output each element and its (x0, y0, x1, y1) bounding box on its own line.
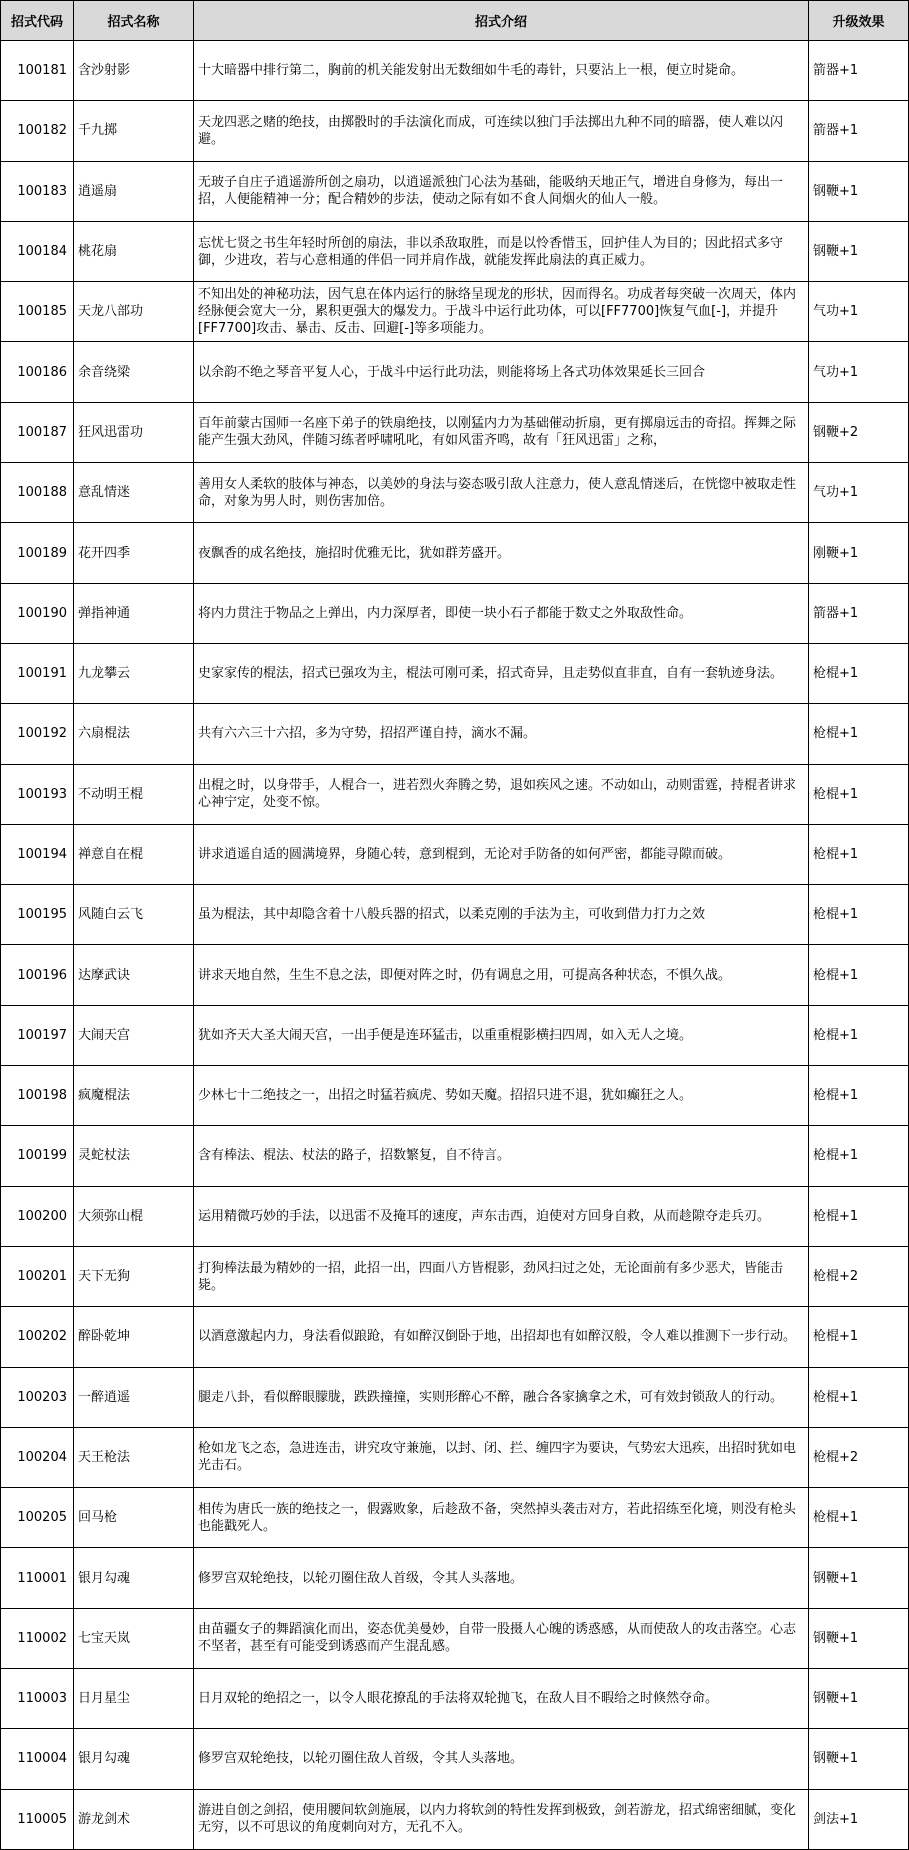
cell-desc: 枪如龙飞之态，急进连击，讲究攻守兼施，以封、闭、拦、缠四字为要诀，气势宏大迅疾，出招时犹如电光击石。 (194, 1427, 809, 1487)
cell-desc: 十大暗器中排行第二，胸前的机关能发射出无数细如牛毛的毒针，只要沾上一根，便立时毙命。 (194, 41, 809, 101)
table-row (1, 1186, 909, 1246)
cell-desc: 日月双轮的绝招之一，以令人眼花撩乱的手法将双轮抛飞，在敌人目不暇给之时倏然夺命。 (194, 1669, 809, 1729)
cell-code: 100185 (1, 282, 74, 342)
cell-code: 100200 (1, 1186, 74, 1246)
cell-desc: 无玻子自庄子逍遥游所创之扇功，以逍遥派独门心法为基础，能吸纳天地正气，增进自身修为，每出一招，人便能精神一分；配合精妙的步法，使动之际有如不食人间烟火的仙人一般。 (194, 161, 809, 221)
cell-code: 100188 (1, 463, 74, 523)
cell-effect: 枪棍+1 (809, 1066, 909, 1126)
cell-code: 100192 (1, 704, 74, 764)
table-row (1, 1367, 909, 1427)
table-row (1, 1005, 909, 1065)
cell-desc: 运用精微巧妙的手法，以迅雷不及掩耳的速度，声东击西，迫使对方回身自救，从而趁隙夺走兵刃。 (194, 1186, 809, 1246)
cell-effect: 剑法+1 (809, 1789, 909, 1849)
cell-desc: 天龙四恶之赌的绝技，由掷骰时的手法演化而成，可连续以独门手法掷出九种不同的暗器，使人难以闪避。 (194, 101, 809, 161)
cell-code: 100199 (1, 1126, 74, 1186)
cell-name: 大闹天宫 (74, 1005, 194, 1065)
cell-desc: 不知出处的神秘功法，因气息在体内运行的脉络呈现龙的形状，因而得名。功成者每突破一次周天，体内经脉便会宽大一分，累积更强大的爆发力。于战斗中运行此功体，可以[FF7700]恢复气血[-]，并提升[FF7700]攻击、暴击、反击、回避[-]等多项能力。 (194, 282, 809, 342)
table-row (1, 1548, 909, 1608)
cell-name: 九龙攀云 (74, 643, 194, 703)
table-row (1, 463, 909, 523)
cell-desc: 共有六六三十六招，多为守势，招招严谨自持，滴水不漏。 (194, 704, 809, 764)
header-name: 招式名称 (74, 1, 194, 41)
cell-effect: 枪棍+1 (809, 945, 909, 1005)
cell-effect: 枪棍+1 (809, 1005, 909, 1065)
cell-name: 一醉逍遥 (74, 1367, 194, 1427)
cell-desc: 出棍之时，以身带手，人棍合一，进若烈火奔腾之势，退如疾风之速。不动如山，动则雷霆，持棍者讲求心神宁定，处变不惊。 (194, 764, 809, 824)
cell-code: 100205 (1, 1488, 74, 1548)
cell-name: 不动明王棍 (74, 764, 194, 824)
table-row (1, 282, 909, 342)
cell-code: 100196 (1, 945, 74, 1005)
cell-effect: 枪棍+1 (809, 704, 909, 764)
cell-name: 醉卧乾坤 (74, 1307, 194, 1367)
cell-code: 110003 (1, 1669, 74, 1729)
cell-effect: 钢鞭+1 (809, 1548, 909, 1608)
table-row (1, 161, 909, 221)
cell-name: 意乱情迷 (74, 463, 194, 523)
cell-effect: 枪棍+2 (809, 1427, 909, 1487)
table-row (1, 704, 909, 764)
cell-name: 禅意自在棍 (74, 824, 194, 884)
cell-code: 100195 (1, 885, 74, 945)
cell-name: 六扇棍法 (74, 704, 194, 764)
cell-code: 100189 (1, 523, 74, 583)
cell-desc: 将内力贯注于物品之上弹出，内力深厚者，即使一块小石子都能于数丈之外取敌性命。 (194, 583, 809, 643)
cell-name: 逍遥扇 (74, 161, 194, 221)
header-code: 招式代码 (1, 1, 74, 41)
table-row (1, 1608, 909, 1668)
cell-name: 花开四季 (74, 523, 194, 583)
cell-name: 银月勾魂 (74, 1548, 194, 1608)
cell-code: 110001 (1, 1548, 74, 1608)
cell-desc: 史家家传的棍法，招式已强攻为主，棍法可刚可柔，招式奇异，且走势似直非直，自有一套轨迹身法。 (194, 643, 809, 703)
table-row (1, 583, 909, 643)
cell-code: 100182 (1, 101, 74, 161)
cell-effect: 枪棍+2 (809, 1246, 909, 1306)
table-row (1, 1789, 909, 1849)
cell-name: 天王枪法 (74, 1427, 194, 1487)
cell-code: 100186 (1, 342, 74, 402)
cell-code: 100201 (1, 1246, 74, 1306)
cell-effect: 钢鞭+1 (809, 161, 909, 221)
cell-code: 100187 (1, 402, 74, 462)
cell-desc: 百年前蒙古国师一名座下弟子的铁扇绝技，以刚猛内力为基础催动折扇，更有掷扇远击的奇招。挥舞之际能产生强大劲风，伴随习练者呼啸吼叱，有如风雷齐鸣，故有「狂风迅雷」之称， (194, 402, 809, 462)
cell-code: 100190 (1, 583, 74, 643)
cell-name: 游龙剑术 (74, 1789, 194, 1849)
table-row (1, 523, 909, 583)
cell-desc: 少林七十二绝技之一，出招之时猛若疯虎、势如天魔。招招只进不退，犹如癫狂之人。 (194, 1066, 809, 1126)
table-row (1, 643, 909, 703)
cell-desc: 虽为棍法，其中却隐含着十八般兵器的招式，以柔克刚的手法为主，可收到借力打力之效 (194, 885, 809, 945)
cell-effect: 钢鞭+1 (809, 1729, 909, 1789)
cell-desc: 以酒意激起内力，身法看似踉跄，有如醉汉倒卧于地，出招却也有如醉汉般，令人难以推测下一步行动。 (194, 1307, 809, 1367)
cell-effect: 气功+1 (809, 282, 909, 342)
table-row (1, 945, 909, 1005)
cell-name: 弹指神通 (74, 583, 194, 643)
cell-desc: 打狗棒法最为精妙的一招，此招一出，四面八方皆棍影，劲风扫过之处，无论面前有多少恶犬，皆能击毙。 (194, 1246, 809, 1306)
table-row (1, 1427, 909, 1487)
header-effect: 升级效果 (809, 1, 909, 41)
table-row (1, 764, 909, 824)
cell-code: 100193 (1, 764, 74, 824)
cell-name: 千九掷 (74, 101, 194, 161)
cell-code: 100191 (1, 643, 74, 703)
cell-desc: 由苗疆女子的舞蹈演化而出，姿态优美曼妙，自带一股摄人心魄的诱惑感，从而使敌人的攻击落空。心志不坚者，甚至有可能受到诱惑而产生混乱感。 (194, 1608, 809, 1668)
cell-name: 风随白云飞 (74, 885, 194, 945)
table-row (1, 885, 909, 945)
cell-effect: 箭器+1 (809, 41, 909, 101)
cell-name: 含沙射影 (74, 41, 194, 101)
cell-effect: 箭器+1 (809, 101, 909, 161)
cell-code: 100198 (1, 1066, 74, 1126)
cell-code: 100194 (1, 824, 74, 884)
cell-desc: 修罗宫双轮绝技，以轮刃圈住敌人首级，令其人头落地。 (194, 1729, 809, 1789)
cell-effect: 钢鞭+1 (809, 1608, 909, 1668)
cell-effect: 钢鞭+1 (809, 221, 909, 281)
cell-desc: 相传为唐氏一族的绝技之一，假露败象，后趁敌不备，突然掉头袭击对方，若此招练至化境，则没有枪头也能戳死人。 (194, 1488, 809, 1548)
cell-desc: 以余韵不绝之琴音平复人心，于战斗中运行此功法，则能将场上各式功体效果延长三回合 (194, 342, 809, 402)
table-row (1, 101, 909, 161)
cell-code: 100197 (1, 1005, 74, 1065)
cell-effect: 枪棍+1 (809, 824, 909, 884)
cell-effect: 枪棍+1 (809, 1488, 909, 1548)
cell-name: 余音绕梁 (74, 342, 194, 402)
cell-effect: 枪棍+1 (809, 1126, 909, 1186)
table-row (1, 1669, 909, 1729)
cell-code: 110005 (1, 1789, 74, 1849)
cell-desc: 犹如齐天大圣大闹天宫，一出手便是连环猛击，以重重棍影横扫四周，如入无人之境。 (194, 1005, 809, 1065)
cell-name: 回马枪 (74, 1488, 194, 1548)
table-row (1, 1246, 909, 1306)
cell-code: 110004 (1, 1729, 74, 1789)
cell-effect: 气功+1 (809, 463, 909, 523)
cell-effect: 枪棍+1 (809, 1307, 909, 1367)
cell-effect: 刚鞭+1 (809, 523, 909, 583)
cell-code: 100203 (1, 1367, 74, 1427)
table-row (1, 402, 909, 462)
cell-desc: 善用女人柔软的肢体与神态，以美妙的身法与姿态吸引敌人注意力，使人意乱情迷后，在恍惚中被取走性命，对象为男人时，则伤害加倍。 (194, 463, 809, 523)
cell-code: 100204 (1, 1427, 74, 1487)
cell-name: 七宝天岚 (74, 1608, 194, 1668)
table-row (1, 1307, 909, 1367)
cell-effect: 枪棍+1 (809, 885, 909, 945)
cell-name: 灵蛇杖法 (74, 1126, 194, 1186)
cell-desc: 夜飘香的成名绝技，施招时优雅无比，犹如群芳盛开。 (194, 523, 809, 583)
cell-name: 桃花扇 (74, 221, 194, 281)
table-row (1, 342, 909, 402)
table-row (1, 1729, 909, 1789)
cell-code: 110002 (1, 1608, 74, 1668)
cell-effect: 钢鞭+2 (809, 402, 909, 462)
cell-effect: 枪棍+1 (809, 1186, 909, 1246)
table-body (1, 41, 909, 1850)
header-desc: 招式介绍 (194, 1, 809, 41)
cell-name: 银月勾魂 (74, 1729, 194, 1789)
cell-desc: 含有棒法、棍法、杖法的路子，招数繁复，自不待言。 (194, 1126, 809, 1186)
header-row (1, 1, 909, 41)
cell-name: 日月星尘 (74, 1669, 194, 1729)
cell-effect: 钢鞭+1 (809, 1669, 909, 1729)
cell-effect: 气功+1 (809, 342, 909, 402)
cell-name: 达摩武诀 (74, 945, 194, 1005)
cell-code: 100181 (1, 41, 74, 101)
cell-desc: 腿走八卦，看似醉眼朦胧，跌跌撞撞，实则形醉心不醉，融合各家擒拿之术，可有效封锁敌人的行动。 (194, 1367, 809, 1427)
cell-desc: 讲求逍遥自适的圆满境界，身随心转，意到棍到，无论对手防备的如何严密，都能寻隙而破。 (194, 824, 809, 884)
table-row (1, 1488, 909, 1548)
cell-desc: 忘忧七贤之书生年轻时所创的扇法，非以杀敌取胜，而是以怜香惜玉，回护佳人为目的；因此招式多守御，少进攻，若与心意相通的伴侣一同并肩作战，就能发挥此扇法的真正威力。 (194, 221, 809, 281)
table-row (1, 824, 909, 884)
table-row (1, 1066, 909, 1126)
cell-desc: 游进自创之剑招，使用腰间软剑施展，以内力将软剑的特性发挥到极致，剑若游龙，招式绵密细腻，变化无穷，以不可思议的角度刺向对方，无孔不入。 (194, 1789, 809, 1849)
cell-effect: 枪棍+1 (809, 764, 909, 824)
cell-desc: 修罗宫双轮绝技，以轮刃圈住敌人首级，令其人头落地。 (194, 1548, 809, 1608)
cell-code: 100202 (1, 1307, 74, 1367)
table-row (1, 1126, 909, 1186)
cell-name: 狂风迅雷功 (74, 402, 194, 462)
cell-effect: 枪棍+1 (809, 1367, 909, 1427)
cell-name: 天下无狗 (74, 1246, 194, 1306)
cell-name: 大须弥山棍 (74, 1186, 194, 1246)
table-row (1, 41, 909, 101)
cell-effect: 箭器+1 (809, 583, 909, 643)
cell-code: 100184 (1, 221, 74, 281)
cell-code: 100183 (1, 161, 74, 221)
table-row (1, 221, 909, 281)
cell-name: 天龙八部功 (74, 282, 194, 342)
cell-name: 疯魔棍法 (74, 1066, 194, 1126)
cell-desc: 讲求天地自然，生生不息之法，即便对阵之时，仍有调息之用，可提高各种状态，不惧久战。 (194, 945, 809, 1005)
cell-effect: 枪棍+1 (809, 643, 909, 703)
